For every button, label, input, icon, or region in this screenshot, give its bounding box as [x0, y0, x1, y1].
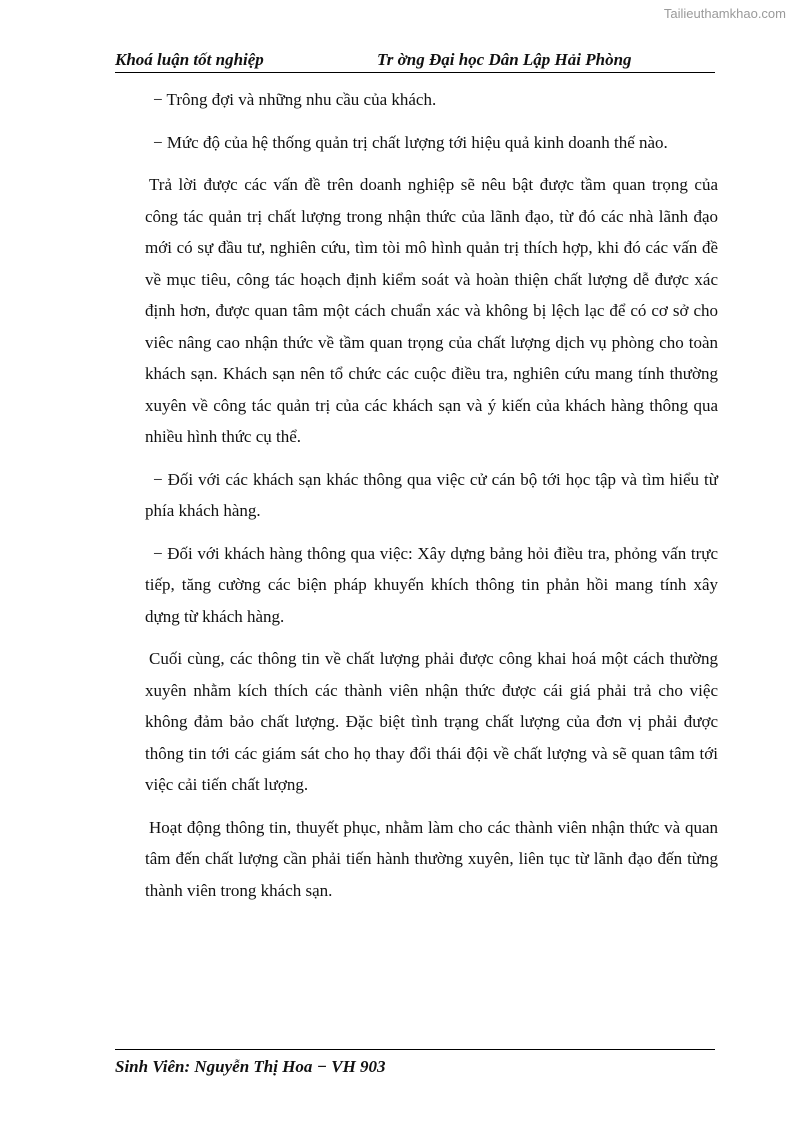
bullet-paragraph: − Đối với các khách sạn khác thông qua việc cử cán bộ tới học tập và tìm hiểu từ phía khách hàng.	[145, 469, 718, 520]
header-university: Tr ờng Đại học Dân Lập Hải Phòng	[377, 50, 632, 69]
bullet-paragraph: − Đối với khách hàng thông qua việc: Xây dựng bảng hỏi điều tra, phỏng vấn trực tiếp, tăng cường các biện pháp khuyến khích thông tin phản hồi mang tính xây dựng từ khách hàng.	[145, 543, 718, 626]
watermark: Tailieuthamkhao.com	[663, 6, 786, 21]
body-text	[145, 84, 718, 906]
bullet-paragraph: − Mức độ của hệ thống quản trị chất lượng tới hiệu quả kinh doanh thế nào.	[153, 132, 668, 152]
paragraph: Trả lời được các vấn đề trên doanh nghiệp sẽ nêu bật được tầm quan trọng của công tác quản trị chất lượng trong nhận thức của lãnh đạo, từ đó các nhà lãnh đạo mới có sự đầu tư, nghiên cứu, tìm tòi mô hình quản trị thích hợp, khi đó các vấn đề về mục tiêu, công tác hoạch định kiểm soát và hoàn thiện chất lượng dễ được xác định hơn, được quan tâm một cách chuẩn xác và không bị lệch lạc để có cơ sở cho viêc nâng cao nhận thức về tầm quan trọng của chất lượng dịch vụ phòng cho toàn khách sạn. Khách sạn nên tổ chức các cuộc điều tra, nghiên cứu mang tính thường xuyên về công tác quản trị của các khách sạn và ý kiến của khách hàng thông qua nhiều hình thức cụ thể.	[145, 175, 718, 446]
paragraph: Cuối cùng, các thông tin về chất lượng phải được công khai hoá một cách thường xuyên nhằm kích thích các thành viên nhận thức được cái giá phải trả cho việc không đảm bảo chất lượng. Đặc biệt tình trạng chất lượng của đơn vị phải được thông tin tới các giám sát cho họ thay đổi thái đội về chất lượng và sẽ quan tâm tới việc cải tiến chất lượng.	[145, 649, 718, 794]
header-thesis-title: Khoá luận tốt nghiệp	[115, 50, 264, 69]
page-header	[115, 50, 715, 73]
bullet-paragraph: − Trông đợi và những nhu cầu của khách.	[153, 90, 437, 109]
page-footer: Sinh Viên: Nguyễn Thị Hoa − VH 903	[115, 1049, 715, 1077]
paragraph: Hoạt động thông tin, thuyết phục, nhằm làm cho các thành viên nhận thức và quan tâm đến chất lượng cần phải tiến hành thường xuyên, liên tục từ lãnh đạo đến từng thành viên trong khách sạn.	[145, 817, 718, 900]
